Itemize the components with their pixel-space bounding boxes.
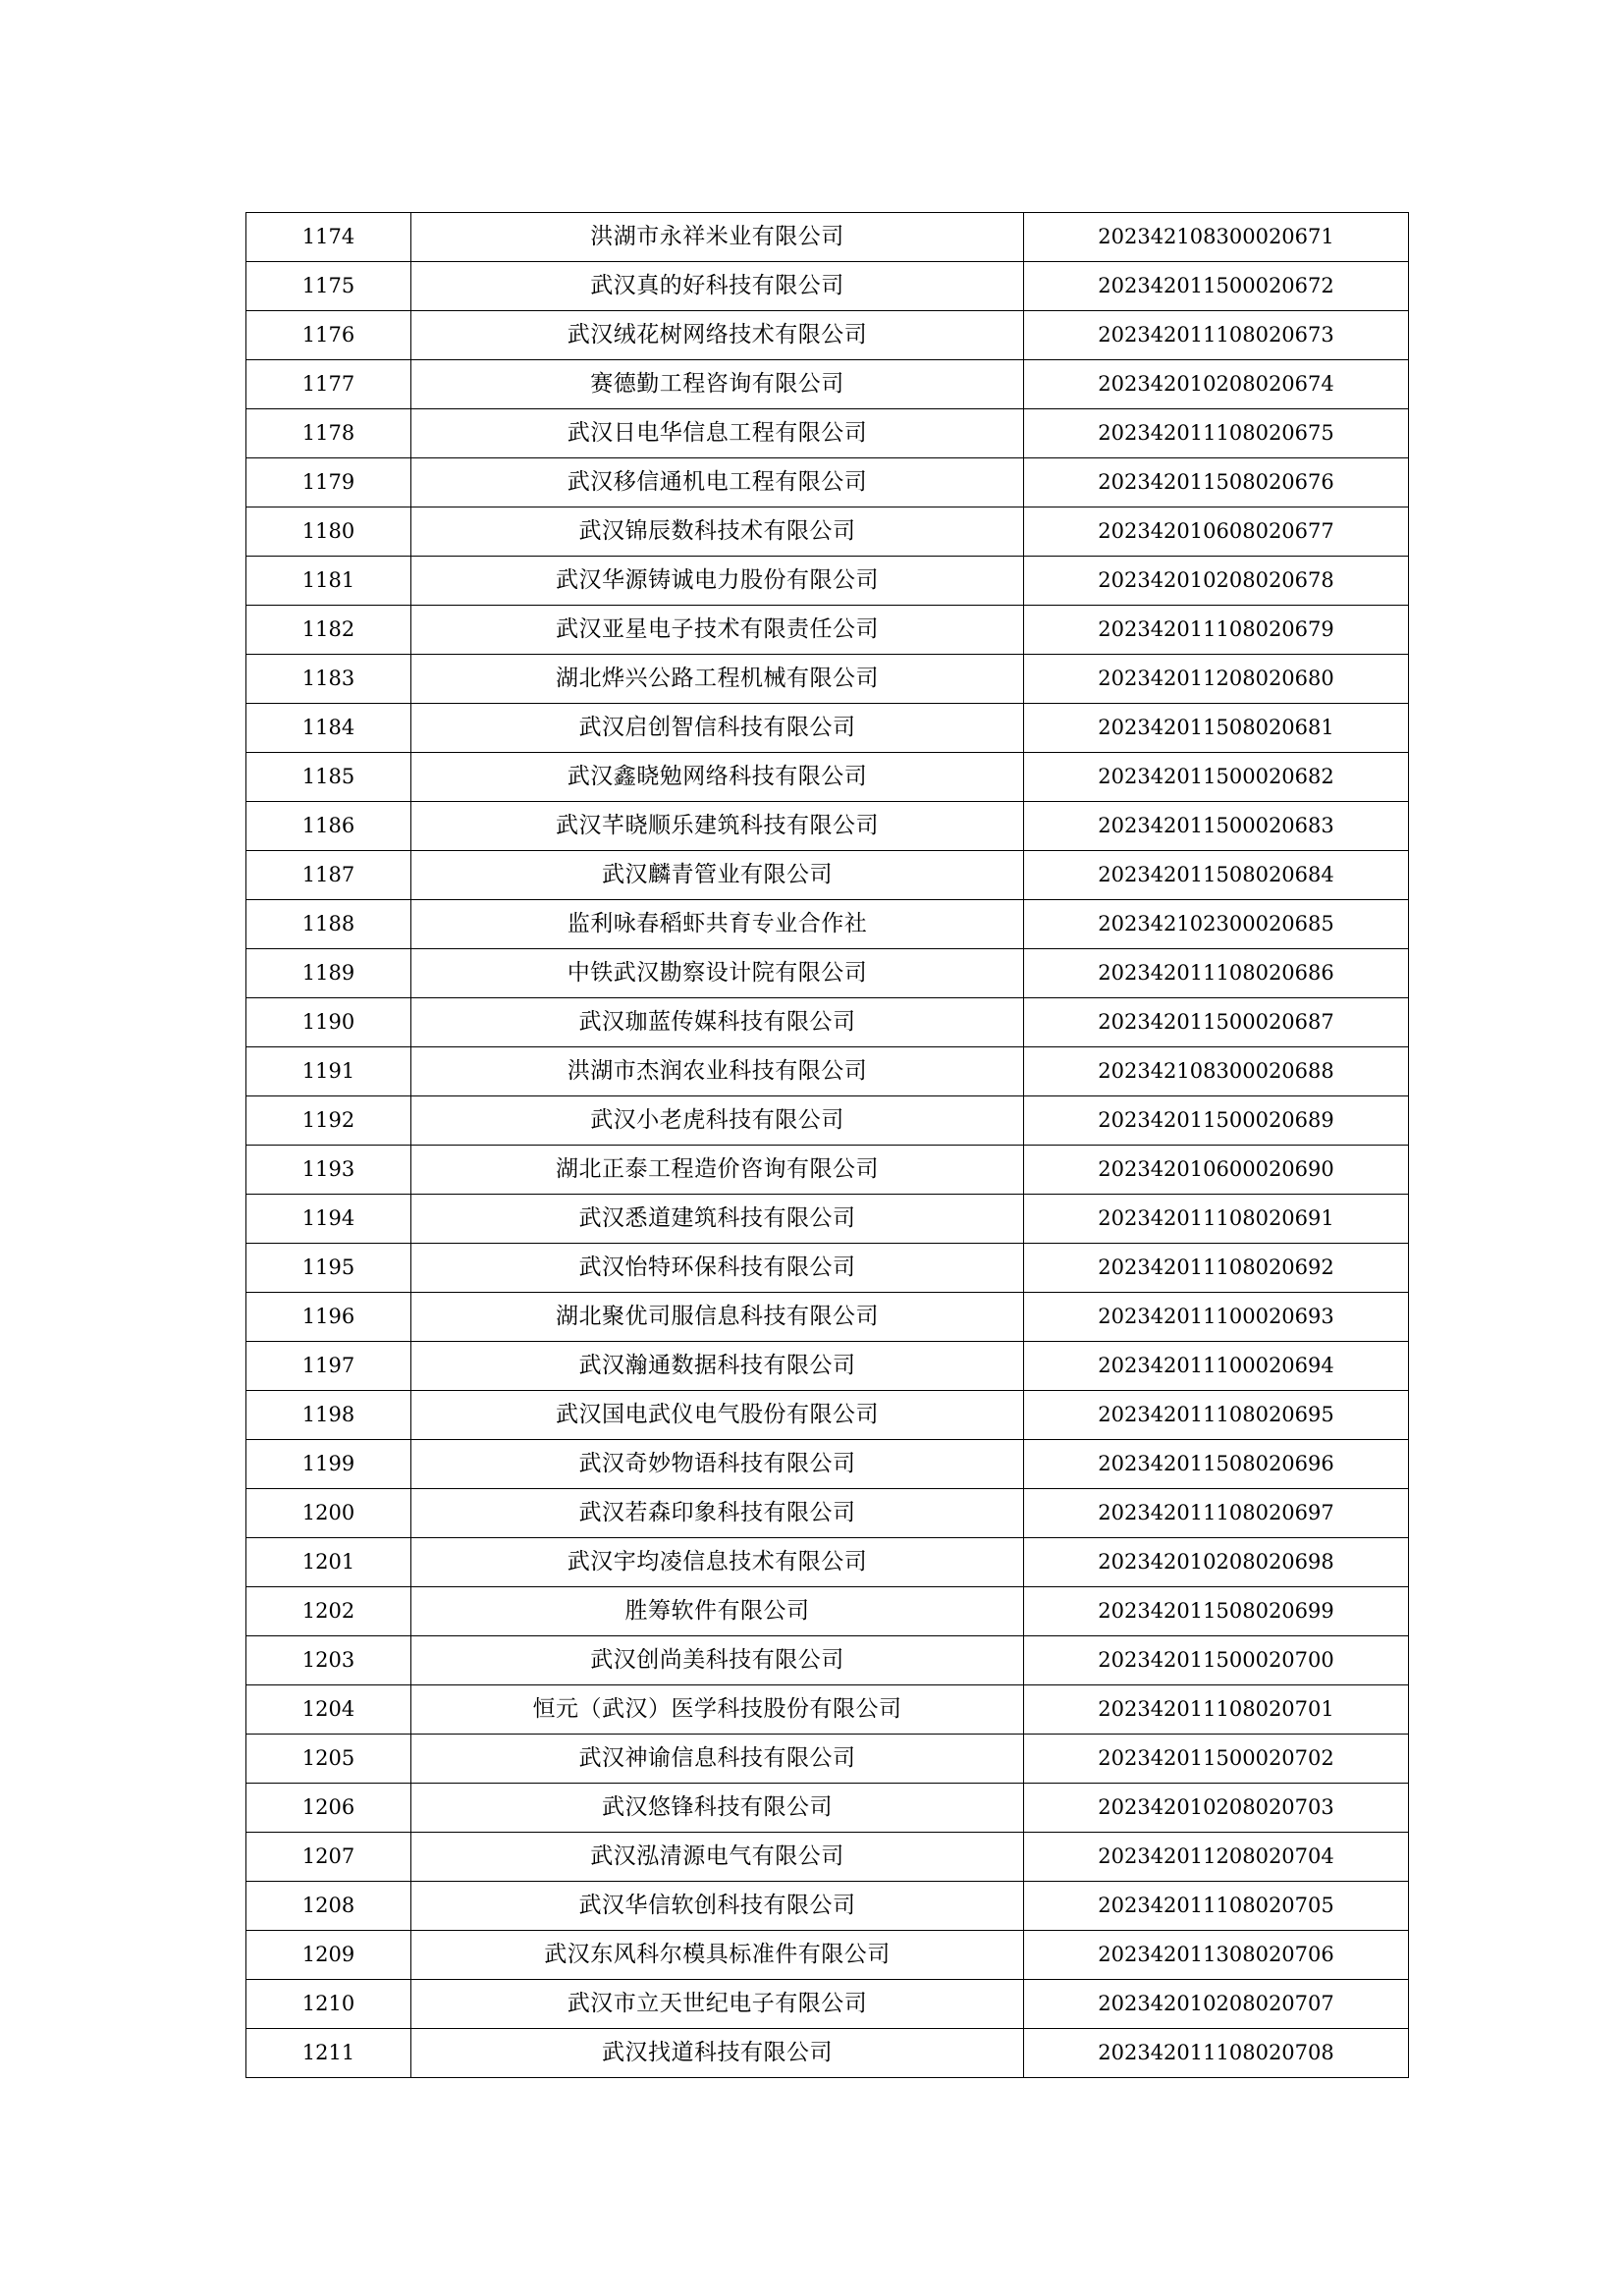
registration-code-cell: 202342011308020706: [1024, 1931, 1409, 1980]
row-number-cell: 1190: [246, 998, 411, 1047]
table-row: [246, 1833, 1409, 1882]
registration-code-cell: 202342011208020680: [1024, 655, 1409, 704]
registration-code-cell: 202342010608020677: [1024, 507, 1409, 557]
row-number-cell: 1203: [246, 1636, 411, 1685]
table-row: [246, 1047, 1409, 1096]
registration-code-cell: 202342011108020673: [1024, 311, 1409, 360]
registration-code-cell: 202342011100020693: [1024, 1293, 1409, 1342]
row-number-cell: 1199: [246, 1440, 411, 1489]
table-row: [246, 1538, 1409, 1587]
table-row: [246, 1882, 1409, 1931]
company-name-cell: 武汉神谕信息科技有限公司: [411, 1735, 1024, 1784]
table-row: [246, 1636, 1409, 1685]
table-row: [246, 1391, 1409, 1440]
table-row: [246, 704, 1409, 753]
company-name-cell: 武汉悉道建筑科技有限公司: [411, 1195, 1024, 1244]
registration-code-cell: 202342011500020689: [1024, 1096, 1409, 1146]
company-name-cell: 武汉国电武仪电气股份有限公司: [411, 1391, 1024, 1440]
row-number-cell: 1206: [246, 1784, 411, 1833]
table-row: [246, 360, 1409, 409]
company-name-cell: 武汉华源铸诚电力股份有限公司: [411, 557, 1024, 606]
row-number-cell: 1176: [246, 311, 411, 360]
company-name-cell: 武汉泓清源电气有限公司: [411, 1833, 1024, 1882]
table-body: [246, 213, 1409, 2078]
company-name-cell: 湖北烨兴公路工程机械有限公司: [411, 655, 1024, 704]
registration-code-cell: 202342011500020682: [1024, 753, 1409, 802]
registration-code-cell: 202342011508020681: [1024, 704, 1409, 753]
company-name-cell: 武汉瀚通数据科技有限公司: [411, 1342, 1024, 1391]
company-name-cell: 武汉找道科技有限公司: [411, 2029, 1024, 2078]
registration-code-cell: 202342010208020707: [1024, 1980, 1409, 2029]
row-number-cell: 1182: [246, 606, 411, 655]
registration-code-cell: 202342010208020678: [1024, 557, 1409, 606]
row-number-cell: 1192: [246, 1096, 411, 1146]
company-name-cell: 武汉麟青管业有限公司: [411, 851, 1024, 900]
table-row: [246, 213, 1409, 262]
company-name-cell: 监利咏春稻虾共育专业合作社: [411, 900, 1024, 949]
table-row: [246, 311, 1409, 360]
row-number-cell: 1179: [246, 458, 411, 507]
registration-code-cell: 202342011500020687: [1024, 998, 1409, 1047]
table-row: [246, 1342, 1409, 1391]
table-row: [246, 1784, 1409, 1833]
registration-code-cell: 202342010208020674: [1024, 360, 1409, 409]
company-name-cell: 武汉创尚美科技有限公司: [411, 1636, 1024, 1685]
row-number-cell: 1195: [246, 1244, 411, 1293]
registration-code-cell: 202342011508020696: [1024, 1440, 1409, 1489]
company-registry-table: [245, 212, 1409, 2078]
registration-code-cell: 202342011108020692: [1024, 1244, 1409, 1293]
registration-code-cell: 202342011108020695: [1024, 1391, 1409, 1440]
company-name-cell: 武汉真的好科技有限公司: [411, 262, 1024, 311]
company-name-cell: 洪湖市杰润农业科技有限公司: [411, 1047, 1024, 1096]
table-row: [246, 1146, 1409, 1195]
row-number-cell: 1175: [246, 262, 411, 311]
registration-code-cell: 202342011508020676: [1024, 458, 1409, 507]
company-name-cell: 武汉移信通机电工程有限公司: [411, 458, 1024, 507]
company-name-cell: 武汉怡特环保科技有限公司: [411, 1244, 1024, 1293]
table-row: [246, 262, 1409, 311]
company-name-cell: 武汉锦辰数科技术有限公司: [411, 507, 1024, 557]
table-row: [246, 1293, 1409, 1342]
company-name-cell: 武汉芊晓顺乐建筑科技有限公司: [411, 802, 1024, 851]
registration-code-cell: 202342010208020698: [1024, 1538, 1409, 1587]
row-number-cell: 1177: [246, 360, 411, 409]
table-row: [246, 2029, 1409, 2078]
row-number-cell: 1184: [246, 704, 411, 753]
registration-code-cell: 202342102300020685: [1024, 900, 1409, 949]
registration-code-cell: 202342011500020700: [1024, 1636, 1409, 1685]
row-number-cell: 1208: [246, 1882, 411, 1931]
company-name-cell: 武汉小老虎科技有限公司: [411, 1096, 1024, 1146]
registration-code-cell: 202342011100020694: [1024, 1342, 1409, 1391]
table-row: [246, 1980, 1409, 2029]
registration-code-cell: 202342108300020688: [1024, 1047, 1409, 1096]
table-row: [246, 1735, 1409, 1784]
table-row: [246, 998, 1409, 1047]
table-row: [246, 557, 1409, 606]
company-name-cell: 武汉珈蓝传媒科技有限公司: [411, 998, 1024, 1047]
row-number-cell: 1194: [246, 1195, 411, 1244]
row-number-cell: 1191: [246, 1047, 411, 1096]
registration-code-cell: 202342108300020671: [1024, 213, 1409, 262]
table-row: [246, 900, 1409, 949]
company-name-cell: 武汉启创智信科技有限公司: [411, 704, 1024, 753]
table-row: [246, 1195, 1409, 1244]
registration-code-cell: 202342011108020697: [1024, 1489, 1409, 1538]
row-number-cell: 1183: [246, 655, 411, 704]
row-number-cell: 1204: [246, 1685, 411, 1735]
row-number-cell: 1186: [246, 802, 411, 851]
row-number-cell: 1189: [246, 949, 411, 998]
row-number-cell: 1181: [246, 557, 411, 606]
row-number-cell: 1178: [246, 409, 411, 458]
table-row: [246, 409, 1409, 458]
company-name-cell: 武汉奇妙物语科技有限公司: [411, 1440, 1024, 1489]
company-name-cell: 湖北聚优司服信息科技有限公司: [411, 1293, 1024, 1342]
company-name-cell: 武汉亚星电子技术有限责任公司: [411, 606, 1024, 655]
company-name-cell: 中铁武汉勘察设计院有限公司: [411, 949, 1024, 998]
row-number-cell: 1193: [246, 1146, 411, 1195]
company-name-cell: 武汉华信软创科技有限公司: [411, 1882, 1024, 1931]
registration-code-cell: 202342010208020703: [1024, 1784, 1409, 1833]
table-row: [246, 1489, 1409, 1538]
row-number-cell: 1196: [246, 1293, 411, 1342]
table-row: [246, 753, 1409, 802]
row-number-cell: 1188: [246, 900, 411, 949]
registration-code-cell: 202342010600020690: [1024, 1146, 1409, 1195]
registration-code-cell: 202342011108020701: [1024, 1685, 1409, 1735]
table-row: [246, 1440, 1409, 1489]
table-row: [246, 655, 1409, 704]
registration-code-cell: 202342011108020686: [1024, 949, 1409, 998]
company-name-cell: 武汉东风科尔模具标准件有限公司: [411, 1931, 1024, 1980]
company-name-cell: 洪湖市永祥米业有限公司: [411, 213, 1024, 262]
company-name-cell: 赛德勤工程咨询有限公司: [411, 360, 1024, 409]
company-name-cell: 武汉宇均凌信息技术有限公司: [411, 1538, 1024, 1587]
table-row: [246, 507, 1409, 557]
row-number-cell: 1187: [246, 851, 411, 900]
row-number-cell: 1205: [246, 1735, 411, 1784]
registration-code-cell: 202342011108020691: [1024, 1195, 1409, 1244]
company-name-cell: 武汉绒花树网络技术有限公司: [411, 311, 1024, 360]
company-name-cell: 武汉鑫晓勉网络科技有限公司: [411, 753, 1024, 802]
registration-code-cell: 202342011108020679: [1024, 606, 1409, 655]
company-name-cell: 武汉若森印象科技有限公司: [411, 1489, 1024, 1538]
row-number-cell: 1198: [246, 1391, 411, 1440]
row-number-cell: 1185: [246, 753, 411, 802]
registration-code-cell: 202342011208020704: [1024, 1833, 1409, 1882]
registration-code-cell: 202342011508020699: [1024, 1587, 1409, 1636]
table-row: [246, 1685, 1409, 1735]
registration-code-cell: 202342011108020675: [1024, 409, 1409, 458]
row-number-cell: 1180: [246, 507, 411, 557]
row-number-cell: 1211: [246, 2029, 411, 2078]
company-name-cell: 湖北正泰工程造价咨询有限公司: [411, 1146, 1024, 1195]
table-row: [246, 1587, 1409, 1636]
registration-code-cell: 202342011108020705: [1024, 1882, 1409, 1931]
registration-code-cell: 202342011500020683: [1024, 802, 1409, 851]
company-name-cell: 武汉市立天世纪电子有限公司: [411, 1980, 1024, 2029]
registration-code-cell: 202342011508020684: [1024, 851, 1409, 900]
row-number-cell: 1210: [246, 1980, 411, 2029]
row-number-cell: 1207: [246, 1833, 411, 1882]
row-number-cell: 1174: [246, 213, 411, 262]
table-row: [246, 851, 1409, 900]
registration-code-cell: 202342011108020708: [1024, 2029, 1409, 2078]
company-name-cell: 胜筹软件有限公司: [411, 1587, 1024, 1636]
table-row: [246, 458, 1409, 507]
table-row: [246, 1096, 1409, 1146]
row-number-cell: 1202: [246, 1587, 411, 1636]
table-row: [246, 802, 1409, 851]
company-name-cell: 恒元（武汉）医学科技股份有限公司: [411, 1685, 1024, 1735]
row-number-cell: 1201: [246, 1538, 411, 1587]
registration-code-cell: 202342011500020672: [1024, 262, 1409, 311]
company-name-cell: 武汉日电华信息工程有限公司: [411, 409, 1024, 458]
company-name-cell: 武汉悠锋科技有限公司: [411, 1784, 1024, 1833]
table-row: [246, 1931, 1409, 1980]
row-number-cell: 1209: [246, 1931, 411, 1980]
table-row: [246, 949, 1409, 998]
row-number-cell: 1200: [246, 1489, 411, 1538]
table-row: [246, 1244, 1409, 1293]
registration-code-cell: 202342011500020702: [1024, 1735, 1409, 1784]
table-row: [246, 606, 1409, 655]
row-number-cell: 1197: [246, 1342, 411, 1391]
